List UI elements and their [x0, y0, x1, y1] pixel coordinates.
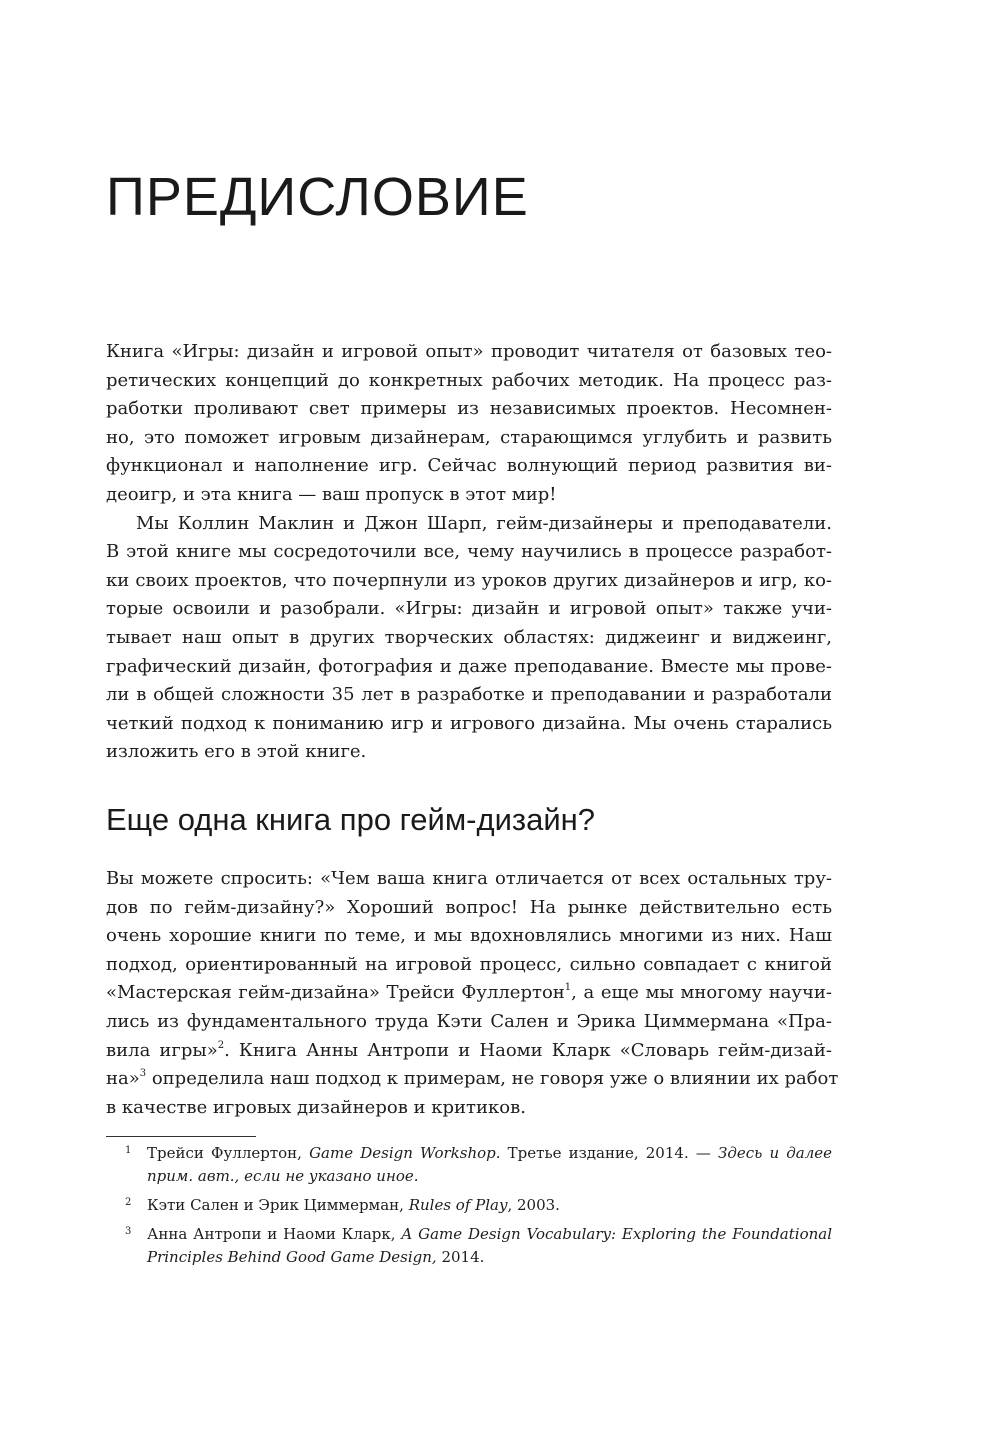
text-line: но, это поможет игровым дизайнерам, старающимся углубить и развить — [106, 426, 832, 448]
text-line: лись из фундаментального труда Кэти Сален и Эрика Циммермана «Пра- — [106, 1010, 832, 1032]
text-segment: определила наш подход к примерам, не говоря уже о влиянии их работ — [146, 1068, 839, 1090]
footnote-number: 3 — [125, 1226, 132, 1237]
footnote-author: Кэти Сален и Эрик Циммерман, — [147, 1196, 409, 1214]
text-line: Вы можете спросить: «Чем ваша книга отличается от всех остальных тру- — [106, 868, 832, 889]
footnote-rest: 2014. — [436, 1248, 485, 1266]
footnotes — [106, 1142, 832, 1275]
footnote-ref[interactable]: 2 — [217, 1039, 225, 1051]
footnote-number: 1 — [125, 1145, 132, 1156]
text-line: подход, ориентированный на игровой процесс, сильно совпадает с книгой — [106, 953, 832, 975]
text-line: в качестве игровых дизайнеров и критиков. — [106, 1096, 526, 1118]
text-line: изложить его в этой книге. — [106, 741, 367, 763]
footnote-note: прим. авт., если не указано иное. — [147, 1167, 419, 1185]
text-line: торые освоили и разобрали. «Игры: дизайн и игровой опыт» также учи- — [106, 598, 832, 620]
footnote-title: Principles Behind Good Game Design, — [147, 1248, 437, 1266]
section-heading: Еще одна книга про гейм-дизайн? — [106, 802, 596, 837]
text-segment: вила игры» — [106, 1039, 218, 1061]
text-line — [147, 1142, 832, 1165]
footnote-ref[interactable]: 1 — [564, 982, 572, 994]
text-line: Мы Коллин Маклин и Джон Шарп, гейм-дизайнеры и преподаватели. — [136, 512, 832, 534]
chapter-title: ПРЕДИСЛОВИЕ — [106, 167, 529, 227]
footnote-author: Анна Антропи и Наоми Кларк, — [147, 1225, 402, 1243]
intro-text — [106, 338, 832, 767]
footnote-title: Rules of Play — [408, 1196, 508, 1214]
text-line: четкий подход к пониманию игр и игрового дизайна. Мы очень старались — [106, 712, 832, 734]
text-line: ли в общей сложности 35 лет в разработке и преподавании и разработали — [106, 684, 832, 706]
footnote-ref[interactable]: 3 — [139, 1068, 147, 1080]
footnote-title: A Game Design Vocabulary: Exploring the Foundational — [401, 1225, 832, 1243]
text-line: функционал и наполнение игр. Сейчас волнующий период развития ви- — [106, 455, 832, 477]
footnote-rest: Третье издание, 2014. — — [500, 1144, 718, 1162]
text-segment: , а еще мы многому научи- — [571, 982, 832, 1004]
footnote-1 — [106, 1142, 832, 1188]
text-line: тывает наш опыт в других творческих областях: диджеинг и виджеинг, — [106, 626, 832, 648]
text-line — [147, 1223, 832, 1246]
footnote-author: Трейси Фуллертон, — [147, 1144, 310, 1162]
section-paragraph — [106, 865, 839, 1122]
text-segment: «Мастерская гейм-дизайна» Трейси Фуллертон — [106, 982, 565, 1004]
text-line: В этой книге мы сосредоточили все, чему научились в процессе разработ- — [106, 541, 832, 563]
text-line — [106, 979, 832, 1008]
footnote-number: 2 — [125, 1197, 132, 1208]
footnote-3 — [106, 1223, 832, 1269]
text-line: очень хорошие книги по теме, и мы вдохновлялись многими из них. Наш — [106, 925, 832, 947]
text-line: ретических концепций до конкретных рабочих методик. На процесс раз- — [106, 369, 832, 391]
text-line: работки проливают свет примеры из независимых проектов. Несомнен- — [106, 398, 832, 420]
text-segment: на» — [106, 1068, 140, 1090]
text-line: дов по гейм-дизайну?» Хороший вопрос! На рынке действительно есть — [106, 896, 832, 918]
intro-paragraph-1 — [106, 338, 832, 510]
text-line: ки своих проектов, что почерпнули из уроков других дизайнеров и игр, ко- — [106, 569, 832, 591]
footnote-divider — [106, 1136, 256, 1137]
footnote-rest: , 2003. — [507, 1196, 560, 1214]
text-line: Книга «Игры: дизайн и игровой опыт» проводит читателя от базовых тео- — [106, 341, 832, 362]
footnote-2 — [106, 1194, 832, 1217]
text-line: графический дизайн, фотография и даже преподавание. Вместе мы прове- — [106, 655, 832, 677]
intro-paragraph-2 — [106, 510, 832, 767]
text-segment: . Книга Анны Антропи и Наоми Кларк «Словарь гейм-дизай- — [224, 1039, 832, 1061]
section-text — [106, 865, 839, 1122]
text-line — [106, 1037, 832, 1066]
text-line — [147, 1246, 832, 1269]
footnote-title: Game Design Workshop. — [309, 1144, 501, 1162]
text-line — [106, 1065, 839, 1094]
footnote-note: Здесь и далее — [718, 1144, 832, 1162]
text-line — [147, 1194, 832, 1217]
text-line — [147, 1165, 832, 1188]
text-line: деоигр, и эта книга — ваш пропуск в этот мир! — [106, 483, 557, 505]
